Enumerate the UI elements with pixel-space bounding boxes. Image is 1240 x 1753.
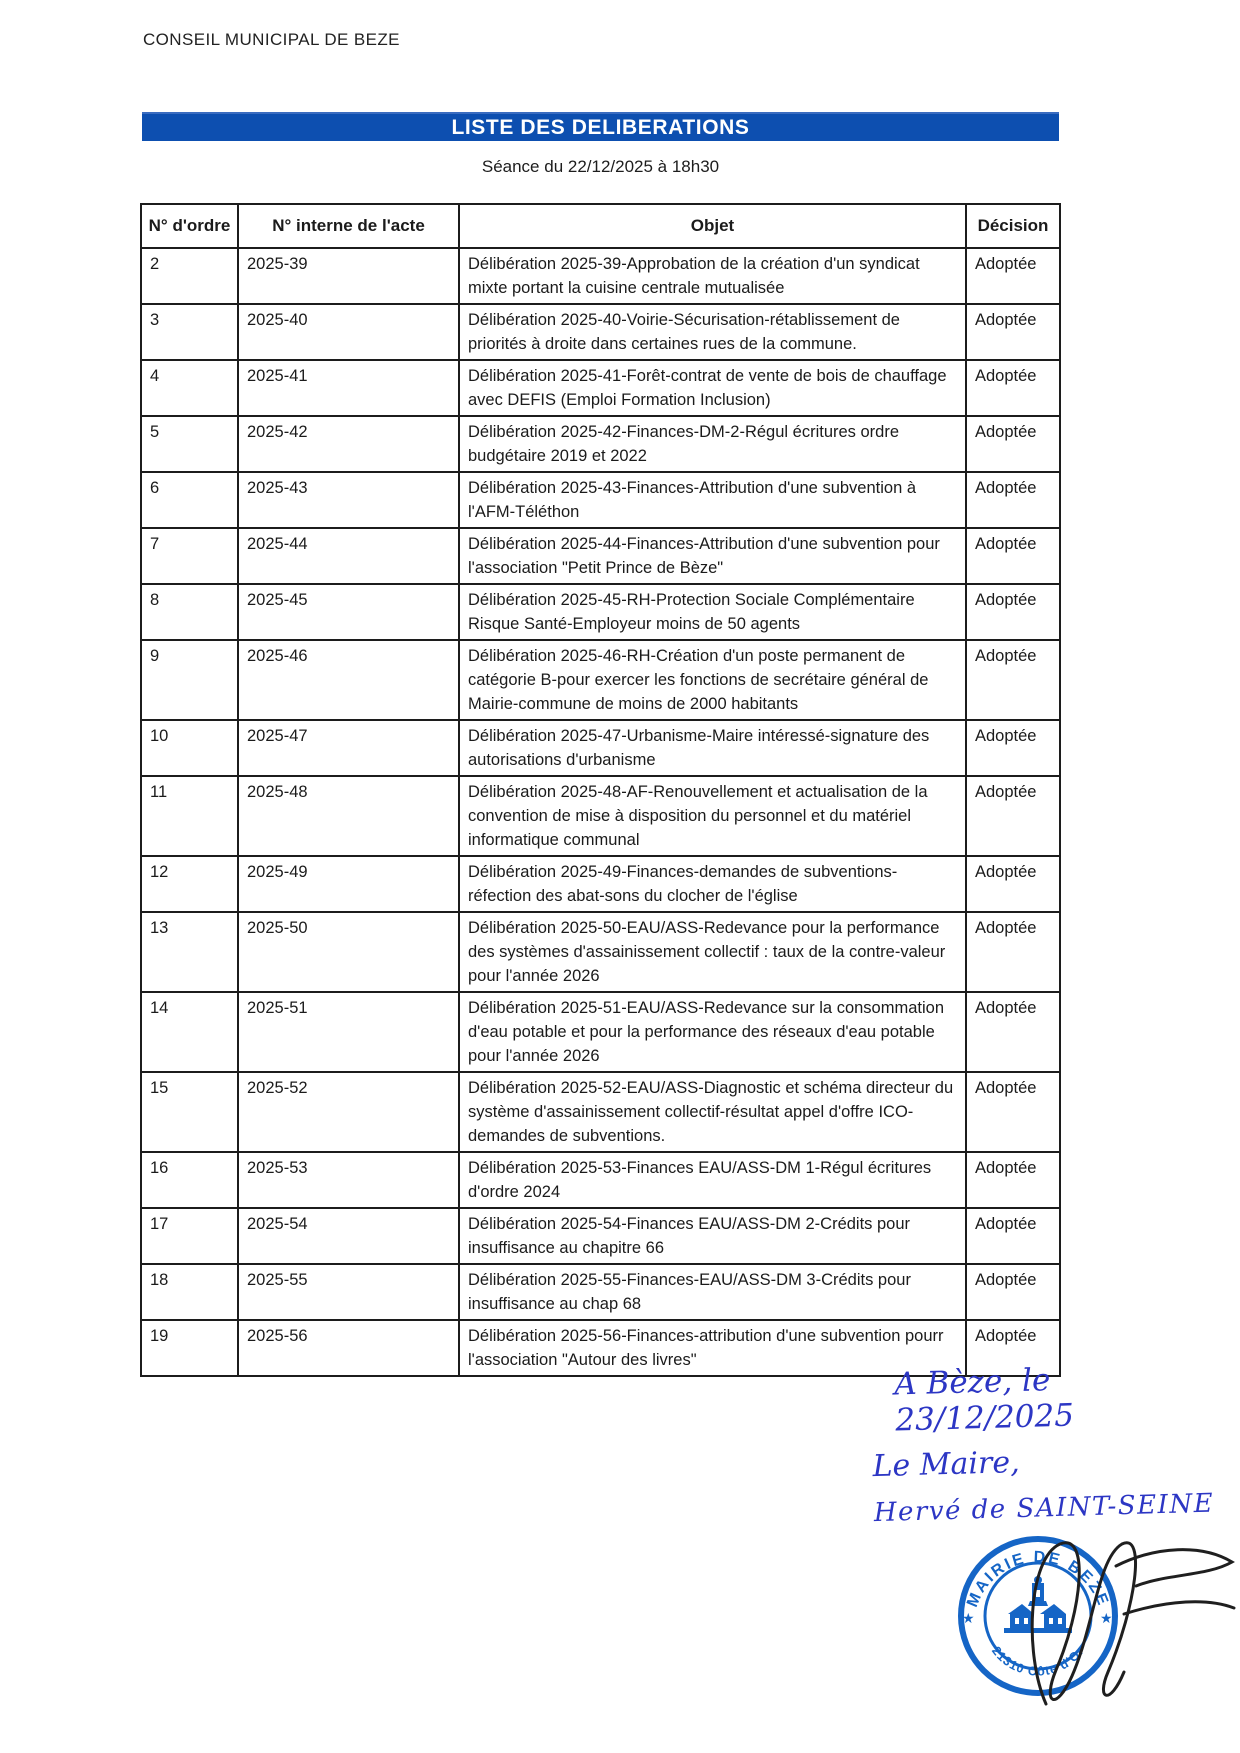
header-cell-decision: Décision: [966, 204, 1060, 248]
cell-decision: Adoptée: [966, 528, 1060, 584]
cell-decision: Adoptée: [966, 1208, 1060, 1264]
cell-ordre: 17: [141, 1208, 238, 1264]
table-row: [141, 416, 1060, 472]
cell-decision: Adoptée: [966, 1152, 1060, 1208]
cell-interne: 2025-54: [238, 1208, 459, 1264]
cell-objet: Délibération 2025-40-Voirie-Sécurisation-rétablissement de priorités à droite dans certaines rues de la commune.: [459, 304, 966, 360]
cell-ordre: 5: [141, 416, 238, 472]
cell-interne: 2025-45: [238, 584, 459, 640]
table-row: [141, 304, 1060, 360]
cell-ordre: 15: [141, 1072, 238, 1152]
cell-objet: Délibération 2025-47-Urbanisme-Maire intéressé-signature des autorisations d'urbanisme: [459, 720, 966, 776]
cell-objet: Délibération 2025-50-EAU/ASS-Redevance pour la performance des systèmes d'assainissement collectif : taux de la contre-valeur pour l'année 2026: [459, 912, 966, 992]
cell-decision: Adoptée: [966, 912, 1060, 992]
cell-ordre: 8: [141, 584, 238, 640]
signature: [998, 1512, 1238, 1717]
cell-objet: Délibération 2025-44-Finances-Attribution d'une subvention pour l'association "Petit Prince de Bèze": [459, 528, 966, 584]
cell-ordre: 3: [141, 304, 238, 360]
cell-ordre: 18: [141, 1264, 238, 1320]
cell-interne: 2025-40: [238, 304, 459, 360]
cell-ordre: 13: [141, 912, 238, 992]
cell-interne: 2025-44: [238, 528, 459, 584]
header-cell-ordre: N° d'ordre: [141, 204, 238, 248]
cell-decision: Adoptée: [966, 640, 1060, 720]
star-icon: ★: [962, 1610, 975, 1626]
table-row: [141, 992, 1060, 1072]
table-row: [141, 912, 1060, 992]
stamp-top-text: MAIRIE DE BEZE: [964, 1548, 1112, 1610]
table-row: [141, 1072, 1060, 1152]
cell-ordre: 11: [141, 776, 238, 856]
cell-ordre: 6: [141, 472, 238, 528]
cell-interne: 2025-52: [238, 1072, 459, 1152]
table-row: [141, 472, 1060, 528]
header-cell-objet: Objet: [459, 204, 966, 248]
handwritten-title: Le Maire,: [872, 1445, 1021, 1485]
session-subtitle: Séance du 22/12/2025 à 18h30: [481, 157, 720, 176]
cell-objet: Délibération 2025-53-Finances EAU/ASS-DM 1-Régul écritures d'ordre 2024: [459, 1152, 966, 1208]
cell-objet: Délibération 2025-42-Finances-DM-2-Régul écritures ordre budgétaire 2019 et 2022: [459, 416, 966, 472]
table-row: [141, 360, 1060, 416]
cell-ordre: 9: [141, 640, 238, 720]
cell-interne: 2025-47: [238, 720, 459, 776]
page-title: LISTE DES DELIBERATIONS: [451, 115, 750, 139]
table-row: [141, 1152, 1060, 1208]
cell-interne: 2025-56: [238, 1320, 459, 1376]
cell-decision: Adoptée: [966, 416, 1060, 472]
cell-ordre: 19: [141, 1320, 238, 1376]
cell-ordre: 16: [141, 1152, 238, 1208]
cell-interne: 2025-43: [238, 472, 459, 528]
deliberations-table-body: [141, 248, 1060, 1376]
cell-objet: Délibération 2025-46-RH-Création d'un poste permanent de catégorie B-pour exercer les fonctions de secrétaire général de Mairie-commune de moins de 2000 habitants: [459, 640, 966, 720]
cell-decision: Adoptée: [966, 360, 1060, 416]
cell-interne: 2025-49: [238, 856, 459, 912]
deliberations-table: [140, 203, 1061, 1377]
cell-objet: Délibération 2025-52-EAU/ASS-Diagnostic et schéma directeur du système d'assainissement collectif-résultat appel d'offre ICO-demandes de subventions.: [459, 1072, 966, 1152]
cell-objet: Délibération 2025-39-Approbation de la création d'un syndicat mixte portant la cuisine centrale mutualisée: [459, 248, 966, 304]
cell-interne: 2025-51: [238, 992, 459, 1072]
header-cell-interne: N° interne de l'acte: [238, 204, 459, 248]
cell-objet: Délibération 2025-48-AF-Renouvellement et actualisation de la convention de mise à disposition du personnel et du matériel informatique communal: [459, 776, 966, 856]
cell-interne: 2025-46: [238, 640, 459, 720]
table-header-row: [141, 204, 1060, 248]
cell-objet: Délibération 2025-43-Finances-Attribution d'une subvention à l'AFM-Téléthon: [459, 472, 966, 528]
cell-objet: Délibération 2025-45-RH-Protection Sociale Complémentaire Risque Santé-Employeur moins de 50 agents: [459, 584, 966, 640]
cell-objet: Délibération 2025-49-Finances-demandes de subventions-réfection des abat-sons du clocher de l'église: [459, 856, 966, 912]
cell-objet: Délibération 2025-51-EAU/ASS-Redevance sur la consommation d'eau potable et pour la performance des réseaux d'eau potable pour l'année 2026: [459, 992, 966, 1072]
deliberations-table-wrap: [140, 203, 1059, 1377]
cell-objet: Délibération 2025-41-Forêt-contrat de vente de bois de chauffage avec DEFIS (Emploi Formation Inclusion): [459, 360, 966, 416]
handwritten-name: Hervé de SAINT-SEINE: [873, 1488, 1215, 1529]
star-icon: ★: [1100, 1610, 1113, 1626]
signature-scribble-icon: [998, 1512, 1238, 1717]
handwritten-place-date: A Bèze, le 23/12/2025: [893, 1362, 1075, 1439]
table-row: [141, 1208, 1060, 1264]
title-banner: [142, 112, 1059, 141]
table-row: [141, 584, 1060, 640]
cell-interne: 2025-42: [238, 416, 459, 472]
cell-ordre: 4: [141, 360, 238, 416]
cell-interne: 2025-39: [238, 248, 459, 304]
cell-interne: 2025-55: [238, 1264, 459, 1320]
handwritten-note: [870, 1357, 1240, 1528]
cell-decision: Adoptée: [966, 1072, 1060, 1152]
cell-decision: Adoptée: [966, 992, 1060, 1072]
cell-decision: Adoptée: [966, 304, 1060, 360]
table-row: [141, 640, 1060, 720]
cell-interne: 2025-48: [238, 776, 459, 856]
table-row: [141, 1264, 1060, 1320]
table-row: [141, 856, 1060, 912]
cell-ordre: 10: [141, 720, 238, 776]
cell-ordre: 2: [141, 248, 238, 304]
cell-decision: Adoptée: [966, 776, 1060, 856]
cell-interne: 2025-41: [238, 360, 459, 416]
cell-ordre: 12: [141, 856, 238, 912]
table-row: [141, 720, 1060, 776]
cell-decision: Adoptée: [966, 856, 1060, 912]
cell-decision: Adoptée: [966, 1264, 1060, 1320]
table-row: [141, 248, 1060, 304]
cell-decision: Adoptée: [966, 1320, 1060, 1376]
cell-decision: Adoptée: [966, 472, 1060, 528]
table-row: [141, 776, 1060, 856]
stamp-bottom-text: 21310 Côte d'Or: [988, 1643, 1088, 1679]
cell-objet: Délibération 2025-54-Finances EAU/ASS-DM 2-Crédits pour insuffisance au chapitre 66: [459, 1208, 966, 1264]
cell-decision: Adoptée: [966, 720, 1060, 776]
cell-interne: 2025-50: [238, 912, 459, 992]
cell-decision: Adoptée: [966, 584, 1060, 640]
cell-objet: Délibération 2025-56-Finances-attribution d'une subvention pourr l'association "Autour des livres": [459, 1320, 966, 1376]
table-row: [141, 528, 1060, 584]
cell-interne: 2025-53: [238, 1152, 459, 1208]
cell-objet: Délibération 2025-55-Finances-EAU/ASS-DM 3-Crédits pour insuffisance au chap 68: [459, 1264, 966, 1320]
cell-ordre: 7: [141, 528, 238, 584]
cell-ordre: 14: [141, 992, 238, 1072]
cell-decision: Adoptée: [966, 248, 1060, 304]
document-header: CONSEIL MUNICIPAL DE BEZE: [143, 30, 400, 49]
